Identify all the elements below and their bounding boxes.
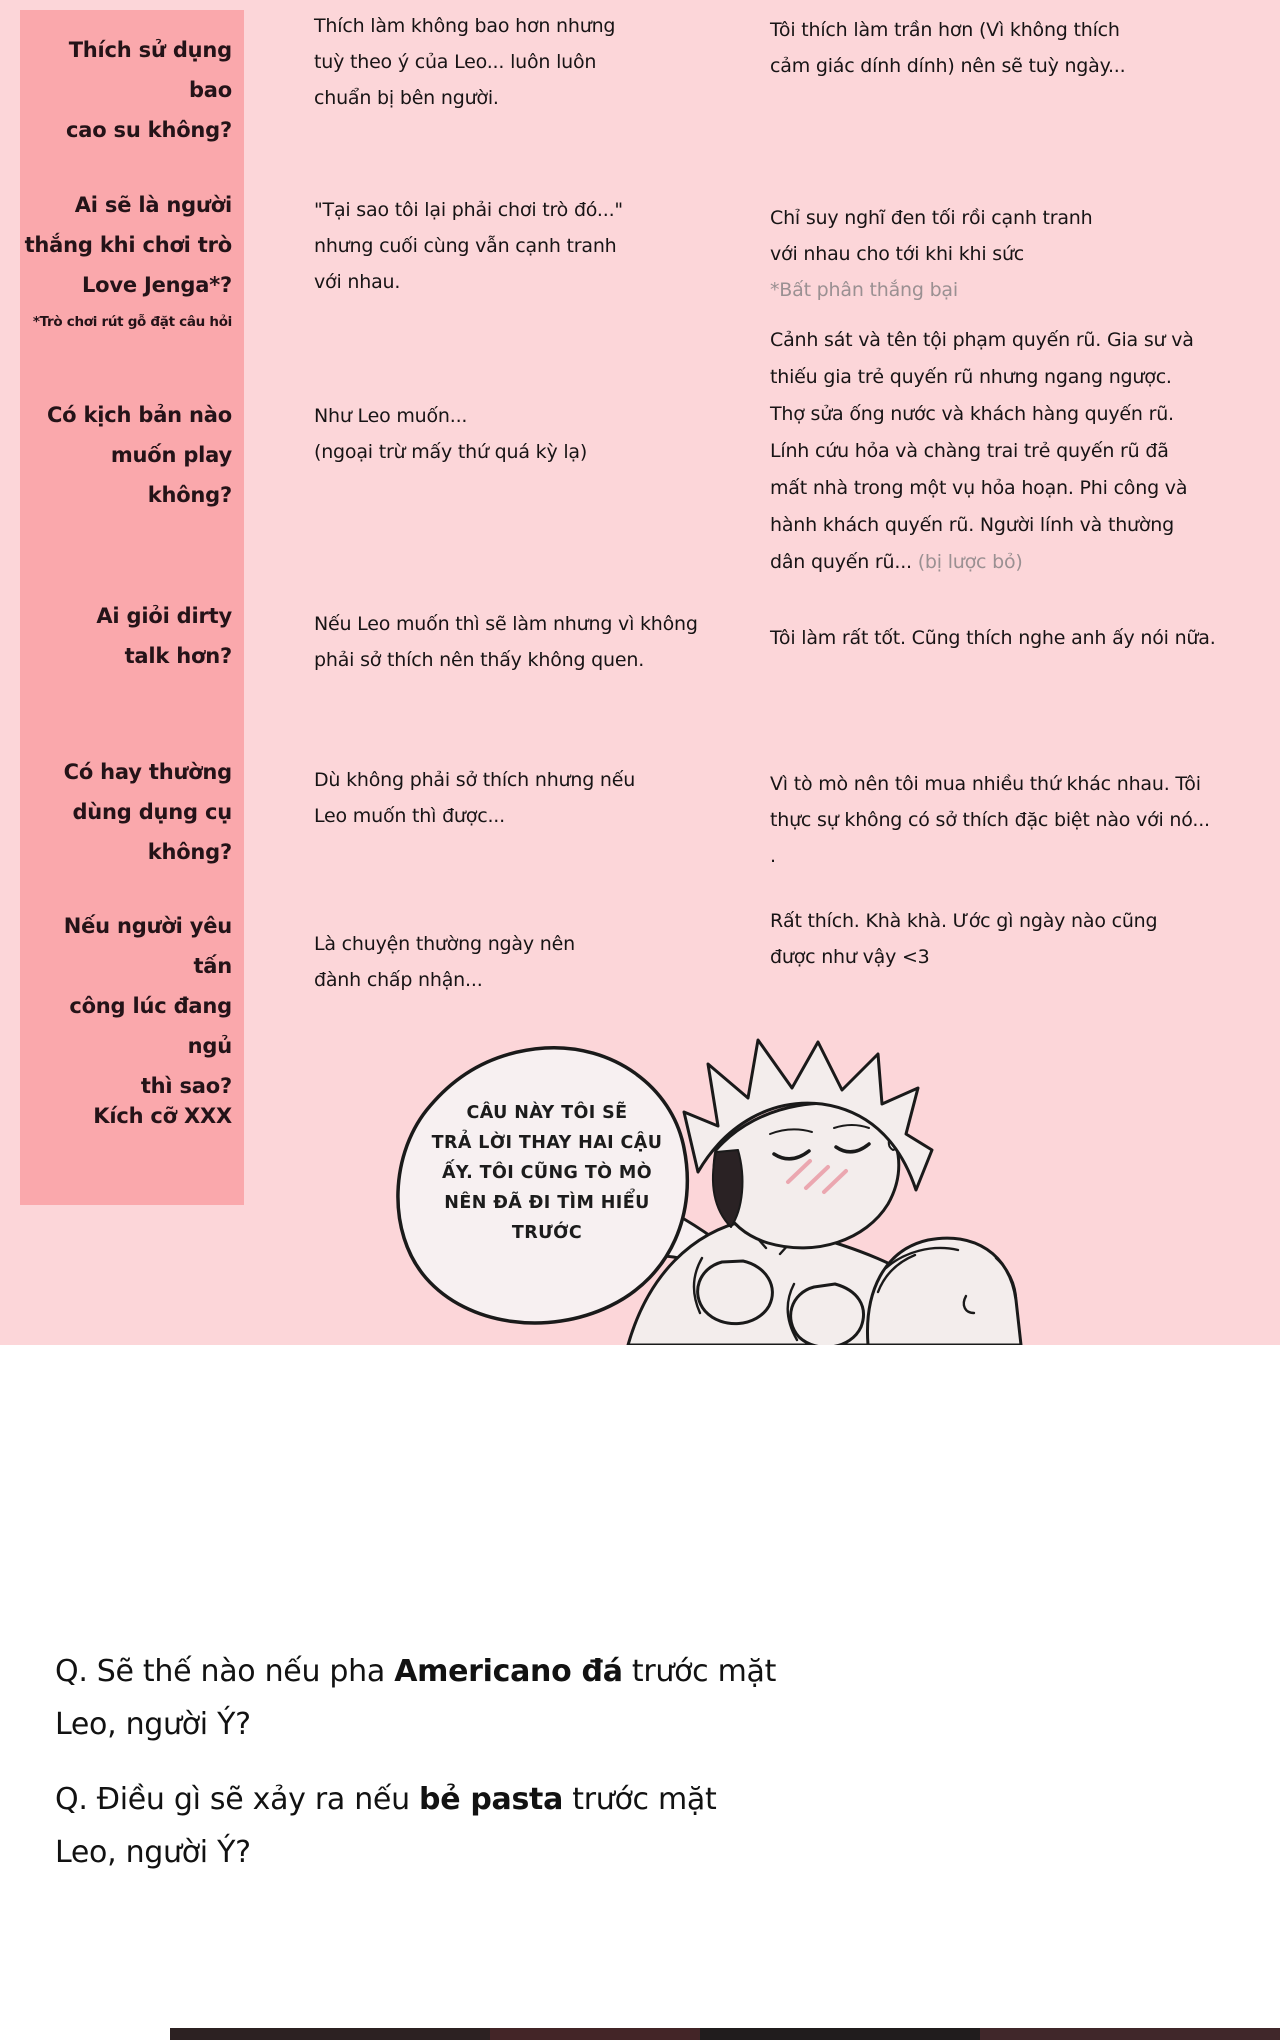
- speech-bubble-text: CÂU NÀY TÔI SẼ TRẢ LỜI THAY HAI CẬU ẤY. TÔI CŨNG TÒ MÒ NÊN ĐÃ ĐI TÌM HIỂU TRƯỚC: [431, 1103, 663, 1243]
- question-line: thì sao?: [140, 1074, 232, 1098]
- answer-right-6: Rất thích. Khà khà. Ước gì ngày nào cũng được như vậy <3: [770, 910, 1158, 968]
- next-panel-edge: [490, 2028, 700, 2040]
- question-line: Có hay thường: [63, 760, 232, 784]
- answer-note: *Bất phân thắng bại: [770, 279, 958, 301]
- question-line: Ai sẽ là người: [74, 193, 232, 217]
- emphasis-pasta: bẻ pasta: [419, 1782, 564, 1817]
- question-line: Kích cỡ XXX: [93, 1104, 232, 1128]
- answer-right-1: Tôi thích làm trần hơn (Vì không thích cảm giác dính dính) nên sẽ tuỳ ngày...: [770, 19, 1126, 77]
- next-panel-edge: [170, 2028, 490, 2040]
- answer-right-5: Vì tò mò nên tôi mua nhiều thứ khác nhau. Tôi thực sự không có sở thích đặc biệt nào với nó... .: [770, 773, 1210, 867]
- answer-left-1: Thích làm không bao hơn nhưng tuỳ theo ý của Leo... luôn luôn chuẩn bị bên người.: [314, 15, 616, 109]
- question-footnote: *Trò chơi rút gỗ đặt câu hỏi: [32, 314, 232, 330]
- answer-left-5: Dù không phải sở thích nhưng nếu Leo muốn thì được...: [314, 769, 636, 827]
- fist-left: [698, 1261, 773, 1324]
- answer-left-6: Là chuyện thường ngày nên đành chấp nhận...: [314, 933, 575, 991]
- question-line: Love Jenga*?: [81, 273, 232, 297]
- answer-right-4: Tôi làm rất tốt. Cũng thích nghe anh ấy nói nữa.: [770, 627, 1216, 649]
- question-line: thắng khi chơi trò: [24, 233, 232, 257]
- question-line: talk hơn?: [124, 644, 232, 668]
- question-line: không?: [147, 840, 232, 864]
- answer-left-4: Nếu Leo muốn thì sẽ làm nhưng vì không phải sở thích nên thấy không quen.: [314, 613, 698, 671]
- question-line: Thích sử dụng bao: [68, 38, 232, 102]
- answer-right-3: Cảnh sát và tên tội phạm quyến rũ. Gia sư và thiếu gia trẻ quyến rũ nhưng ngang ngược. Thợ sửa ống nước và khách hàng quyến rũ. Lính cứu hỏa và chàng trai trẻ quyến rũ đã mất nhà trong một vụ hỏa hoạn. Phi công và hành khách quyến rũ. Người lính và thường dân quyến rũ... (bị lược bỏ): [770, 329, 1194, 573]
- question-line: dùng dụng cụ: [72, 800, 232, 824]
- bottom-question-pasta: Q. Điều gì sẽ xảy ra nếu bẻ pasta trước mặt Leo, người Ý?: [55, 1782, 717, 1870]
- question-line: Ai giỏi dirty: [96, 604, 232, 628]
- answer-left-2: "Tại sao tôi lại phải chơi trò đó..." nhưng cuối cùng vẫn cạnh tranh với nhau.: [314, 199, 623, 293]
- next-panel-edge: [980, 2028, 1280, 2040]
- answer-note: (bị lược bỏ): [917, 551, 1023, 573]
- fist-right: [791, 1284, 864, 1345]
- bottom-question-americano: Q. Sẽ thế nào nếu pha Americano đá trước mặt Leo, người Ý?: [55, 1654, 777, 1742]
- next-panel-edge: [700, 2028, 980, 2040]
- question-line: muốn play không?: [110, 443, 232, 507]
- question-line: Nếu người yêu tấn: [63, 914, 232, 978]
- answer-left-3: Như Leo muốn... (ngoại trừ mấy thứ quá kỳ lạ): [314, 405, 588, 463]
- question-line: công lúc đang ngủ: [69, 994, 232, 1058]
- answer-right-2: Chỉ suy nghĩ đen tối rồi cạnh tranh với nhau cho tới khi khi sức *Bất phân thắng bại: [770, 200, 1270, 308]
- partner-head: [868, 1238, 1022, 1345]
- question-line: Có kịch bản nào: [46, 403, 232, 427]
- emphasis-americano: Americano đá: [394, 1654, 623, 1689]
- question-line: cao su không?: [65, 118, 232, 142]
